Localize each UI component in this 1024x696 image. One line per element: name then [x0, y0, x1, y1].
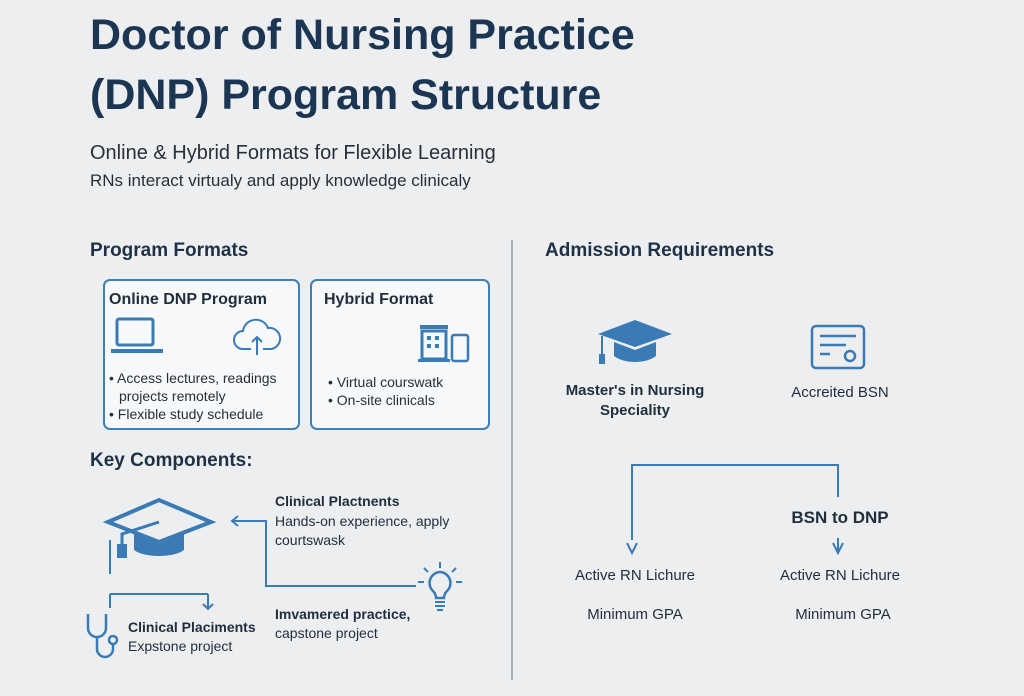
- online-title: Online DNP Program: [109, 291, 267, 308]
- masters-requirement: Master's in Nursing Speciality: [565, 382, 705, 419]
- bsn-to-dnp-label: BSN to DNP: [791, 508, 889, 527]
- page-title-line1: Doctor of Nursing Practice: [90, 11, 635, 59]
- hybrid-bullet: • On-site clinicals: [328, 392, 435, 408]
- subtitle: Online & Hybrid Formats for Flexible Learning: [90, 142, 496, 164]
- right-license: Active RN Lichure: [779, 567, 901, 584]
- tagline: RNs interact virtualy and apply knowledge clinicaly: [90, 171, 471, 190]
- certificate-icon: [810, 324, 866, 370]
- admission-heading: Admission Requirements: [545, 240, 775, 261]
- component-3-title: Clinical Placiments: [128, 619, 256, 635]
- page-title-line2: (DNP) Program Structure: [90, 71, 602, 119]
- component-2-title: Imvamered practice,: [275, 606, 411, 622]
- graduation-cap-icon: [104, 498, 216, 560]
- graduation-cap-filled-icon: [596, 318, 674, 368]
- left-license: Active RN Lichure: [574, 567, 696, 584]
- lightbulb-icon: [414, 558, 466, 614]
- component-3-desc: Expstone project: [128, 638, 233, 654]
- right-gpa: Minimum GPA: [795, 606, 891, 623]
- program-formats-heading: Program Formats: [90, 240, 249, 261]
- online-bullet: • Access lectures, readings: [109, 370, 277, 386]
- hybrid-bullet: • Virtual courswatk: [328, 374, 444, 390]
- left-gpa: Minimum GPA: [587, 606, 683, 623]
- online-bullet: projects remotely: [119, 388, 226, 404]
- key-components-heading: Key Components:: [90, 450, 253, 471]
- stethoscope-icon: [84, 612, 124, 662]
- component-1-desc: Hands-on experience, apply courtswask: [275, 513, 450, 548]
- component-1-title: Clinical Plactnents: [275, 493, 400, 509]
- component-2-desc: capstone project: [275, 625, 378, 641]
- hybrid-title: Hybrid Format: [324, 291, 434, 308]
- online-bullet: • Flexible study schedule: [109, 406, 264, 422]
- bsn-requirement: Accreited BSN: [791, 384, 889, 401]
